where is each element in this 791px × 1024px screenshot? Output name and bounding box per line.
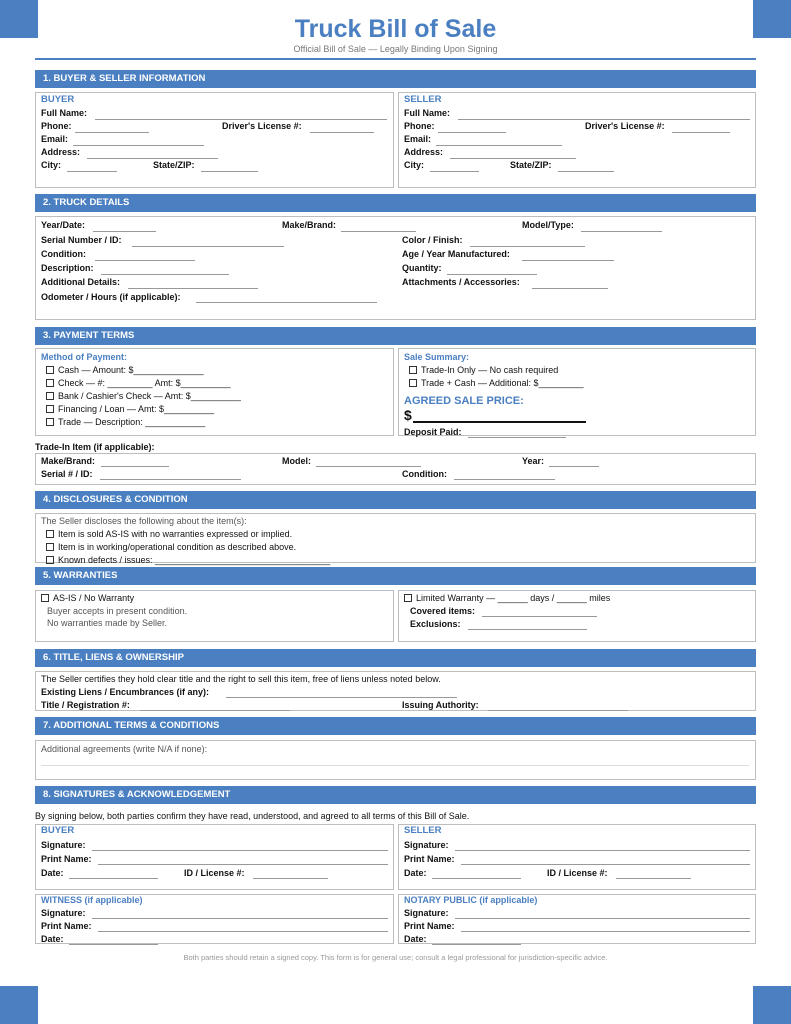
witness-date-field[interactable] [69, 944, 158, 945]
age-label: Age / Year Manufactured: [402, 249, 510, 259]
corner-decoration [753, 986, 791, 1024]
additional-field[interactable] [128, 288, 258, 289]
liens-label: Existing Liens / Encumbrances (if any): [41, 687, 210, 697]
additional-terms-field[interactable] [41, 765, 749, 766]
title-divider [35, 58, 756, 60]
no-warranty-checkbox[interactable] [41, 594, 49, 602]
seller-id-label: ID / License #: [547, 868, 608, 878]
liens-field[interactable] [226, 697, 457, 698]
tradein-year-label: Year: [522, 456, 545, 466]
witness-print-label: Print Name: [41, 921, 92, 931]
notary-print-field[interactable] [461, 931, 750, 932]
seller-city-field[interactable] [430, 171, 479, 172]
section-header-truck-details: 2. TRUCK DETAILS [35, 194, 756, 212]
working-text: Item is in working/operational condition as described above. [58, 542, 297, 552]
buyer-full-name-label: Full Name: [41, 108, 88, 118]
buyer-date-field[interactable] [69, 878, 158, 879]
defects-text: Known defects / issues: ___________________________________ [58, 555, 331, 565]
odometer-field[interactable] [196, 302, 377, 303]
buyer-full-name-field[interactable] [95, 119, 387, 120]
buyer-id-label: ID / License #: [184, 868, 245, 878]
seller-full-name-label: Full Name: [404, 108, 451, 118]
buyer-address-field[interactable] [87, 158, 218, 159]
condition-label: Condition: [41, 249, 86, 259]
seller-print-label: Print Name: [404, 854, 455, 864]
bank-option[interactable] [46, 391, 241, 401]
seller-signature-label: Signature: [404, 840, 449, 850]
section-header-title-liens: 6. TITLE, LIENS & OWNERSHIP [35, 649, 756, 667]
make-label: Make/Brand: [282, 220, 337, 230]
buyer-license-label: Driver's License #: [222, 121, 302, 131]
asis-option[interactable] [46, 529, 292, 539]
buyer-signature-label: Signature: [41, 840, 86, 850]
signature-intro: By signing below, both parties confirm they have read, understood, and agreed to all terms of this Bill of Sale. [35, 811, 470, 821]
color-field[interactable] [470, 246, 585, 247]
trade-checkbox[interactable] [46, 418, 54, 426]
financing-text: Financing / Loan — Amt: $__________ [58, 404, 215, 414]
model-label: Model/Type: [522, 220, 574, 230]
seller-address-label: Address: [404, 147, 444, 157]
buyer-sign-heading: BUYER [41, 825, 75, 836]
attachments-field[interactable] [532, 288, 608, 289]
trade-only-text: Trade-In Only — No cash required [421, 365, 559, 375]
disclosure-intro: The Seller discloses the following about the item(s): [41, 516, 247, 526]
description-field[interactable] [101, 274, 229, 275]
color-label: Color / Finish: [402, 235, 463, 245]
section-header-additional-terms: 7. ADDITIONAL TERMS & CONDITIONS [35, 717, 756, 735]
deposit-label: Deposit Paid: [404, 427, 462, 437]
seller-date-label: Date: [404, 868, 427, 878]
defects-option[interactable] [46, 555, 330, 565]
witness-heading: WITNESS (if applicable) [41, 895, 143, 905]
section-header-warranties: 5. WARRANTIES [35, 567, 756, 585]
trade-only-checkbox[interactable] [409, 366, 417, 374]
notary-print-label: Print Name: [404, 921, 455, 931]
exclusions-field[interactable] [468, 629, 587, 630]
seller-heading: SELLER [404, 94, 442, 105]
payment-method-heading: Method of Payment: [41, 352, 128, 362]
authority-field[interactable] [488, 710, 628, 711]
trade-only-option[interactable] [409, 365, 558, 375]
asis-text: Item is sold AS-IS with no warranties expressed or implied. [58, 529, 293, 539]
buyer-address-label: Address: [41, 147, 81, 157]
year-field[interactable] [93, 231, 156, 232]
cash-option[interactable] [46, 365, 204, 375]
seller-full-name-field[interactable] [458, 119, 750, 120]
bank-text: Bank / Cashier's Check — Amt: $__________ [58, 391, 241, 401]
tradein-model-field[interactable] [316, 466, 421, 467]
covered-field[interactable] [482, 616, 597, 617]
seller-license-label: Driver's License #: [585, 121, 665, 131]
attachments-label: Attachments / Accessories: [402, 277, 520, 287]
title-reg-label: Title / Registration #: [41, 700, 130, 710]
buyer-email-field[interactable] [73, 145, 204, 146]
no-warranty-text: AS-IS / No Warranty [53, 593, 135, 603]
seller-info-box [398, 92, 756, 188]
seller-id-field[interactable] [616, 878, 691, 879]
price-dollar-sign: $ [404, 407, 412, 423]
witness-signature-label: Signature: [41, 908, 86, 918]
serial-field[interactable] [132, 246, 284, 247]
bank-checkbox[interactable] [46, 392, 54, 400]
title-reg-field[interactable] [140, 710, 290, 711]
title-certify-text: The Seller certifies they hold clear title and the right to sell this item, free of liens unless noted below. [41, 674, 441, 684]
seller-phone-field[interactable] [438, 132, 506, 133]
working-option[interactable] [46, 542, 296, 552]
exclusions-label: Exclusions: [410, 619, 461, 629]
additional-terms-hint: Additional agreements (write N/A if none): [41, 744, 208, 754]
buyer-info-box [35, 92, 394, 188]
trade-in-box [35, 453, 756, 485]
odometer-label: Odometer / Hours (if applicable): [41, 292, 181, 302]
notary-date-field[interactable] [432, 944, 521, 945]
buyer-signature-field[interactable] [92, 850, 388, 851]
agreed-price-field[interactable] [413, 421, 586, 423]
witness-print-field[interactable] [98, 931, 388, 932]
check-checkbox[interactable] [46, 379, 54, 387]
buyer-print-label: Print Name: [41, 854, 92, 864]
check-option[interactable] [46, 378, 231, 388]
age-field[interactable] [522, 260, 614, 261]
seller-city-label: City: [404, 160, 424, 170]
buyer-id-field[interactable] [253, 878, 328, 879]
additional-label: Additional Details: [41, 277, 121, 287]
financing-option[interactable] [46, 404, 214, 414]
notary-signature-label: Signature: [404, 908, 449, 918]
corner-decoration [0, 986, 38, 1024]
tradein-condition-label: Condition: [402, 469, 447, 479]
tradein-make-field[interactable] [101, 466, 169, 467]
notary-signature-field[interactable] [455, 918, 750, 919]
quantity-label: Quantity: [402, 263, 442, 273]
seller-state-field[interactable] [558, 171, 614, 172]
trade-cash-text: Trade + Cash — Additional: $_________ [421, 378, 584, 388]
notary-date-label: Date: [404, 934, 427, 944]
description-label: Description: [41, 263, 94, 273]
cash-text: Cash — Amount: $______________ [58, 365, 204, 375]
notary-heading: NOTARY PUBLIC (if applicable) [404, 895, 538, 905]
section-header-signatures: 8. SIGNATURES & ACKNOWLEDGEMENT [35, 786, 756, 804]
trade-cash-option[interactable] [409, 378, 584, 388]
check-text: Check — #: _________ Amt: $__________ [58, 378, 231, 388]
seller-signature-field[interactable] [455, 850, 750, 851]
buyer-phone-field[interactable] [75, 132, 149, 133]
limited-warranty-text: Limited Warranty — ______ days / ______ miles [416, 593, 611, 603]
tradein-make-label: Make/Brand: [41, 456, 96, 466]
limited-warranty-option[interactable] [404, 593, 610, 603]
seller-phone-label: Phone: [404, 121, 435, 131]
buyer-phone-label: Phone: [41, 121, 72, 131]
section-header-payment: 3. PAYMENT TERMS [35, 327, 756, 345]
buyer-state-label: State/ZIP: [153, 160, 195, 170]
serial-label: Serial Number / ID: [41, 235, 122, 245]
deposit-field[interactable] [468, 437, 566, 438]
tradein-serial-label: Serial # / ID: [41, 469, 93, 479]
defects-checkbox[interactable] [46, 556, 54, 564]
page-title: Truck Bill of Sale [294, 15, 497, 43]
model-field[interactable] [581, 231, 662, 232]
buyer-city-field[interactable] [67, 171, 117, 172]
section-header-buyer-seller: 1. BUYER & SELLER INFORMATION [35, 70, 756, 88]
seller-print-field[interactable] [461, 864, 750, 865]
witness-signature-field[interactable] [92, 918, 388, 919]
limited-warranty-checkbox[interactable] [404, 594, 412, 602]
tradein-condition-field[interactable] [454, 479, 555, 480]
buyer-state-field[interactable] [201, 171, 258, 172]
seller-sign-heading: SELLER [404, 825, 442, 836]
buyer-city-label: City: [41, 160, 61, 170]
tradein-model-label: Model: [282, 456, 311, 466]
condition-field[interactable] [95, 260, 195, 261]
asis-checkbox[interactable] [46, 530, 54, 538]
working-checkbox[interactable] [46, 543, 54, 551]
seller-email-field[interactable] [436, 145, 562, 146]
buyer-email-label: Email: [41, 134, 69, 144]
footer-note: Both parties should retain a signed copy. This form is for general use; consult a legal professional for jurisdiction-specific advice. [183, 953, 608, 962]
quantity-field[interactable] [447, 274, 537, 275]
accepts-note: Buyer accepts in present condition. [47, 606, 188, 616]
section-header-disclosures: 4. DISCLOSURES & CONDITION [35, 491, 756, 509]
tradein-year-field[interactable] [549, 466, 599, 467]
no-warranties-note: No warranties made by Seller. [47, 618, 168, 628]
make-field[interactable] [341, 231, 416, 232]
no-warranty-option[interactable] [41, 593, 134, 603]
seller-email-label: Email: [404, 134, 432, 144]
buyer-date-label: Date: [41, 868, 64, 878]
trade-cash-checkbox[interactable] [409, 379, 417, 387]
seller-state-label: State/ZIP: [510, 160, 552, 170]
authority-label: Issuing Authority: [402, 700, 479, 710]
buyer-heading: BUYER [41, 94, 75, 105]
trade-text: Trade — Description: ____________ [58, 417, 206, 427]
trade-in-heading: Trade-In Item (if applicable): [35, 442, 155, 452]
cash-checkbox[interactable] [46, 366, 54, 374]
witness-date-label: Date: [41, 934, 64, 944]
seller-address-field[interactable] [450, 158, 576, 159]
financing-checkbox[interactable] [46, 405, 54, 413]
sale-summary-heading: Sale Summary: [404, 352, 470, 362]
trade-option[interactable] [46, 417, 205, 427]
agreed-price-label: AGREED SALE PRICE: [404, 395, 524, 407]
page-subtitle: Official Bill of Sale — Legally Binding Upon Signing [293, 44, 498, 54]
year-label: Year/Date: [41, 220, 86, 230]
tradein-serial-field[interactable] [100, 479, 241, 480]
buyer-license-field[interactable] [310, 132, 374, 133]
seller-date-field[interactable] [432, 878, 521, 879]
covered-label: Covered items: [410, 606, 476, 616]
buyer-print-field[interactable] [98, 864, 388, 865]
seller-license-field[interactable] [672, 132, 730, 133]
